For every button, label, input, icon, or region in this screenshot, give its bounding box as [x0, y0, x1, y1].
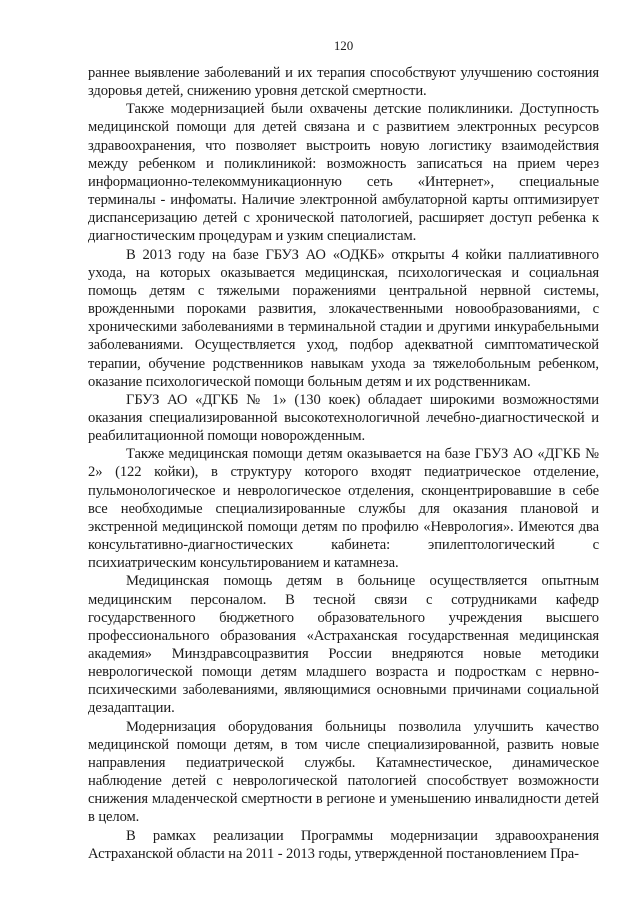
- paragraph-medical-staff: Медицинская помощь детям в больнице осуществляется опытным медицинским персоналом. В тесной связи с сотрудниками кафедр государственного бюджетного образовательного учреждения высшего профессионального образования «Астраханская государственная медицинская академия» Минздравсоцразвития России внедряются новые методики неврологической помощи детям младшего возраста и подросткам с нервно-психическими заболеваниями, являющимися основными причинами социальной дезадаптации.: [88, 573, 599, 717]
- paragraph-polyclinics: Также модернизацией были охвачены детские поликлиники. Доступность медицинской помощи для детей связана и с развитием электронных ресурсов здравоохранения, что позволяет выстроить новую логистику взаимодействия между ребенком и поликлиникой: возможность записаться на прием через информационно-телекоммуникационную сеть «Интернет», специальные терминалы - инфоматы. Наличие электронной амбулаторной карты оптимизирует диспансеризацию детей с хронической патологией, расширяет доступ ребенка к диагностическим процедурам и узким специалистам.: [88, 101, 599, 245]
- paragraph-equipment-modernization: Модернизация оборудования больницы позволила улучшить качество медицинской помощи детям, в том числе специализированной, развить новые направления педиатрической службы. Катамнестическое, динамическое наблюдение детей с неврологической патологией способствует возможности снижения младенческой смертности в регионе и уменьшению инвалидности детей в целом.: [88, 718, 599, 826]
- document-page: [88, 38, 599, 863]
- paragraph-continuation: раннее выявление заболеваний и их терапия способствуют улучшению состояния здоровья детей, снижению уровня детской смертности.: [88, 65, 599, 100]
- paragraph-modernization-program: В рамках реализации Программы модернизации здравоохранения Астраханской области на 2011 - 2013 годы, утвержденной постановлением Пра-: [88, 827, 599, 862]
- page-number: 120: [333, 38, 354, 53]
- paragraph-dgkb-2: Также медицинская помощи детям оказывается на базе ГБУЗ АО «ДГКБ № 2» (122 койки), в структуру которого входят педиатрическое отделение, пульмонологическое и неврологическое отделения, сконцентрировавшие в себе все необходимые специализированные службы для оказания плановой и экстренной медицинской помощи детям по профилю «Неврология». Имеются два консультативно-диагностических кабинета: эпилептологический с психиатрическим консультированием и катамнеза.: [88, 446, 599, 572]
- paragraph-dgkb-1: ГБУЗ АО «ДГКБ № 1» (130 коек) обладает широкими возможностями оказания специализированной высокотехнологичной лечебно-диагностической и реабилитационной помощи новорожденным.: [88, 391, 599, 445]
- paragraph-palliative-care: В 2013 году на базе ГБУЗ АО «ОДКБ» открыты 4 койки паллиативного ухода, на которых оказывается медицинская, психологическая и социальная помощь детям с тяжелыми поражениями центральной нервной системы, врожденными пороками развития, злокачественными новообразованиями, с хроническими заболеваниями в терминальной стадии и другими инкурабельными заболеваниями. Осуществляется уход, подбор адекватной симптоматической терапии, обучение родственников навыкам ухода за тяжелобольным ребенком, оказание психологической помощи больным детям и их родственникам.: [88, 246, 599, 390]
